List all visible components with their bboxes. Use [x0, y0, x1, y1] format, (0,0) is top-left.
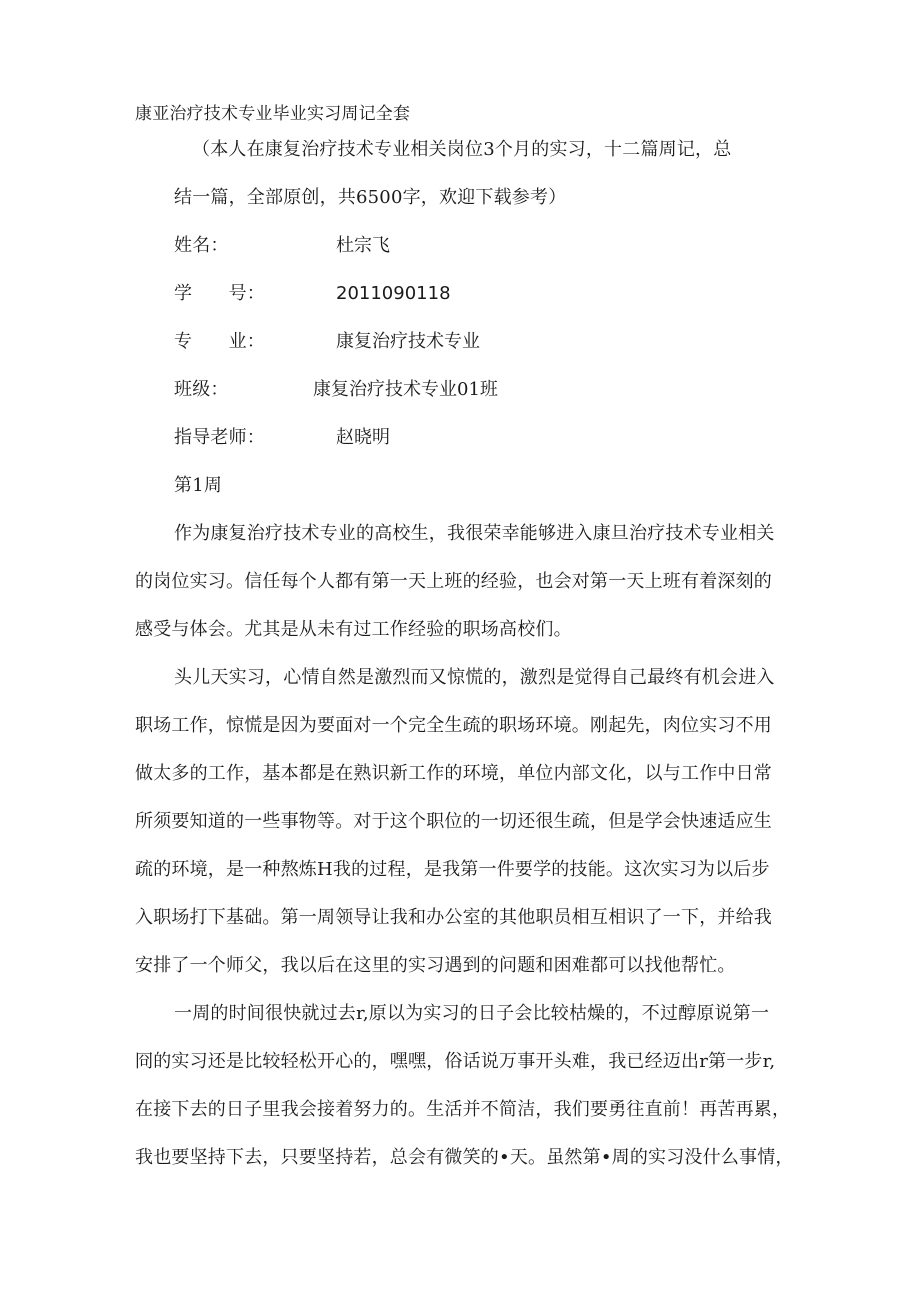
paragraph-2-line: 入职场打下基础。第一周领导让我和办公室的其他职员相互相识了一下，并给我 [135, 907, 772, 928]
teacher-label: 指导老师： [174, 427, 265, 448]
document-title: 康亚治疗技术专业毕业实习周记全套 [135, 104, 411, 124]
paragraph-1-line: 作为康复治疗技术专业的高校生，我很荣幸能够进入康旦治疗技术专业相关 [174, 523, 775, 544]
paragraph-2-line: 做太多的工作，基本都是在熟识新工作的环境，单位内部文化，以与工作中日常 [135, 763, 772, 784]
student-id-value: 2011090118 [336, 283, 451, 304]
intro-line-1: （本人在康复治疗技术专业相关岗位3个月的实习，十二篇周记，总 [192, 139, 732, 160]
paragraph-3-line: 一周的时间很快就过去r,原以为实习的日子会比较枯燥的，不过醇原说第一 [174, 1003, 770, 1024]
intro-line-2: 结一篇，全部原创，共6500字，欢迎下载参考） [174, 187, 567, 208]
major-label: 专 业： [174, 331, 265, 352]
paragraph-2-line: 头儿天实习，心情自然是激烈而又惊慌的，激烈是觉得自己最终有机会进入 [174, 667, 775, 688]
paragraph-1-line: 的岗位实习。信任每个人都有第一天上班的经验，也会对第一天上班有着深刻的 [135, 571, 772, 592]
name-value: 杜宗飞 [336, 235, 390, 256]
class-label: 班级： [174, 379, 229, 400]
teacher-value: 赵晓明 [336, 427, 390, 448]
paragraph-2-line: 所须要知道的一些事物等。对于这个职位的一切还很生疏，但是学会快速适应生 [135, 811, 772, 832]
student-id-label: 学 号： [174, 283, 265, 304]
name-label: 姓名： [174, 235, 229, 256]
week-heading: 第1周 [174, 475, 223, 496]
paragraph-3-line: 我也要坚持下去，只要坚持若，总会有微笑的•天。虽然第•周的实习没什么事情， [135, 1147, 794, 1168]
paragraph-3-line: 在接下去的日子里我会接着努力的。生活并不简洁，我们要勇往直前！再苦再累， [135, 1099, 791, 1120]
major-value: 康复治疗技术专业 [336, 331, 480, 352]
paragraph-1-line: 感受与体会。尤其是从未有过工作经验的职场高校们。 [135, 619, 572, 640]
paragraph-2-line: 职场工作，惊慌是因为要面对一个完全生疏的职场环境。刚起先，肉位实习不用 [135, 715, 772, 736]
paragraph-2-line: 安排了一个师父，我以后在这里的实习遇到的问题和困难都可以找他帮忙。 [135, 955, 736, 976]
class-value: 康复治疗技术专业01班 [313, 379, 498, 400]
paragraph-3-line: 冏的实习还是比较轻松开心的，嘿嘿，俗话说万事开头难，我已经迈出r第一步r, [135, 1051, 776, 1072]
paragraph-2-line: 疏的环境，是一种熬炼H我的过程，是我第一件要学的技能。这次实习为以后步 [135, 859, 770, 880]
